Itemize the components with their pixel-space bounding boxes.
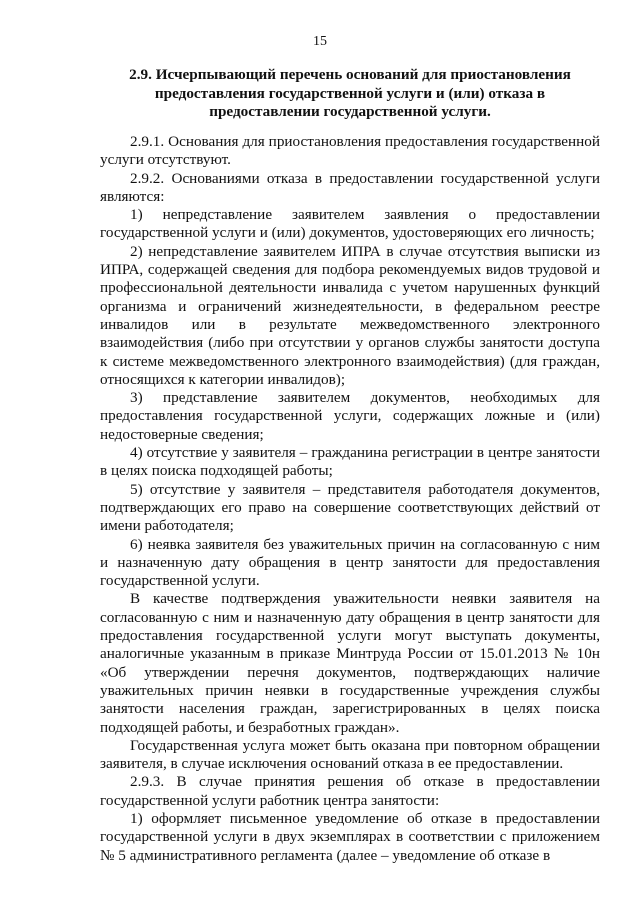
list-item-4: 4) отсутствие у заявителя – гражданина регистрации в центре занятости в целях поиска подходящей работы;	[100, 444, 600, 480]
paragraph-2-9-2: 2.9.2. Основаниями отказа в предоставлении государственной услуги являются:	[100, 169, 600, 205]
list-item-notice: 1) оформляет письменное уведомление об отказе в предоставлении государственной услуги в двух экземплярах в соответствии с приложением № 5 административного регламента (далее – уведомление об отказе в	[100, 809, 600, 864]
paragraph-repeat-request: Государственная услуга может быть оказана при повторном обращении заявителя, в случае исключения оснований отказа в ее предоставлении.	[100, 736, 600, 773]
list-item-1: 1) непредставление заявителем заявления о предоставлении государственной услуги и (или) документов, удостоверяющих его личность;	[100, 206, 600, 242]
list-item-6: 6) неявка заявителя без уважительных причин на согласованную с ним и назначенную дату обращения в центр занятости для предоставления государственной услуги.	[100, 535, 600, 590]
list-item-3: 3) представление заявителем документов, необходимых для предоставления государственной услуги, содержащих ложные и (или) недостоверные сведения;	[100, 389, 600, 443]
page-number: 15	[313, 34, 327, 49]
paragraph-valid-reasons: В качестве подтверждения уважительности неявки заявителя на согласованную с ним и назначенную дату обращения в центр занятости для предоставления государственной услуги могут выступать документы, аналогичные указанным в приказе Минтруда России от 15.01.2013 № 10н «Об утверждении перечня документов, подтверждающих наличие уважительных причин неявки в государственные учреждения службы занятости населения граждан, зарегистрированных в целях поиска подходящей работы, и безработных граждан».	[100, 590, 600, 736]
document-body	[100, 133, 600, 865]
paragraph-2-9-3: 2.9.3. В случае принятия решения об отказе в предоставлении государственной услуги работник центра занятости:	[100, 773, 600, 809]
section-heading: 2.9. Исчерпывающий перечень оснований для приостановления предоставления государственной услуги и (или) отказа в предоставлении государственной услуги.	[129, 66, 571, 120]
list-item-5: 5) отсутствие у заявителя – представителя работодателя документов, подтверждающих его право на совершение соответствующих действий от имени работодателя;	[100, 480, 600, 535]
list-item-2: 2) непредставление заявителем ИПРА в случае отсутствия выписки из ИПРА, содержащей сведения для подбора рекомендуемых видов трудовой и профессиональной деятельности инвалида с учетом нарушенных функций организма и ограничений жизнедеятельности, в федеральном реестре инвалидов или в результате межведомственного электронного взаимодействия (либо при отсутствии у органов службы занятости доступа к системе межведомственного электронного взаимодействия) (для граждан, относящихся к категории инвалидов);	[100, 242, 600, 388]
paragraph-2-9-1: 2.9.1. Основания для приостановления предоставления государственной услуги отсутствуют.	[100, 133, 600, 169]
